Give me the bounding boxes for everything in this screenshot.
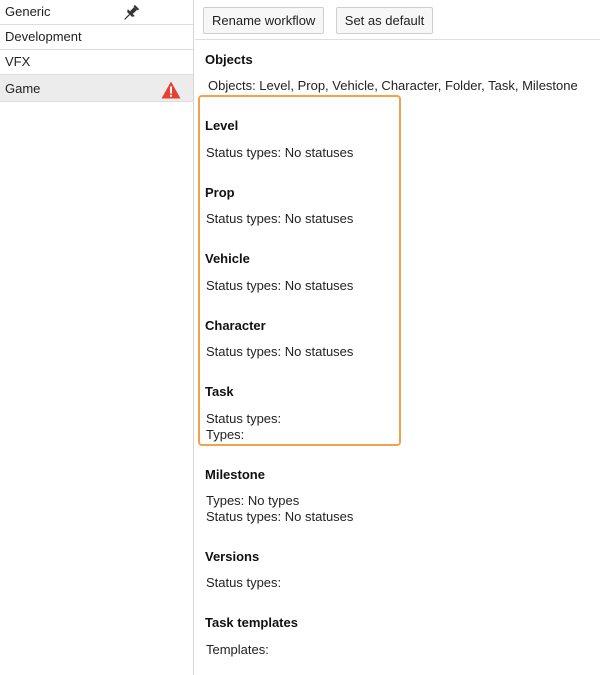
prop-status-types: Status types: No statuses — [206, 211, 354, 226]
workflow-item-vfx[interactable] — [0, 50, 193, 75]
divider — [195, 39, 600, 40]
workflow-item-generic[interactable] — [0, 0, 193, 25]
task-heading: Task — [205, 384, 234, 399]
objects-list: Objects: Level, Prop, Vehicle, Character, Folder, Task, Milestone — [208, 78, 578, 93]
toolbar — [203, 7, 440, 34]
task-templates-list: Templates: — [206, 642, 269, 657]
versions-heading: Versions — [205, 549, 260, 564]
vehicle-heading: Vehicle — [205, 251, 250, 266]
workflow-item-label: Development — [5, 29, 82, 44]
character-heading: Character — [205, 318, 266, 333]
milestone-heading: Milestone — [205, 467, 265, 482]
task-types: Types: — [206, 427, 245, 442]
workflow-item-label: Generic — [5, 4, 51, 19]
level-status-types: Status types: No statuses — [206, 145, 354, 160]
warning-icon — [161, 81, 181, 99]
level-heading: Level — [205, 118, 239, 133]
set-as-default-button[interactable]: Set as default — [336, 7, 434, 34]
workflow-item-label: VFX — [5, 54, 31, 69]
workflow-item-label: Game — [5, 81, 41, 96]
task-status-types: Status types: — [206, 411, 282, 426]
versions-status-types: Status types: — [206, 575, 282, 590]
character-status-types: Status types: No statuses — [206, 344, 354, 359]
rename-workflow-button[interactable]: Rename workflow — [203, 7, 324, 34]
prop-heading: Prop — [205, 185, 235, 200]
workflow-sidebar — [0, 0, 194, 675]
objects-heading: Objects — [205, 52, 253, 67]
workflow-item-game[interactable] — [0, 75, 193, 102]
milestone-types: Types: No types — [206, 493, 300, 508]
vehicle-status-types: Status types: No statuses — [206, 278, 354, 293]
workflow-detail — [195, 0, 600, 675]
milestone-status-types: Status types: No statuses — [206, 509, 354, 524]
pin-icon[interactable] — [121, 3, 141, 23]
workflow-item-development[interactable] — [0, 25, 193, 50]
task-templates-heading: Task templates — [205, 615, 298, 630]
